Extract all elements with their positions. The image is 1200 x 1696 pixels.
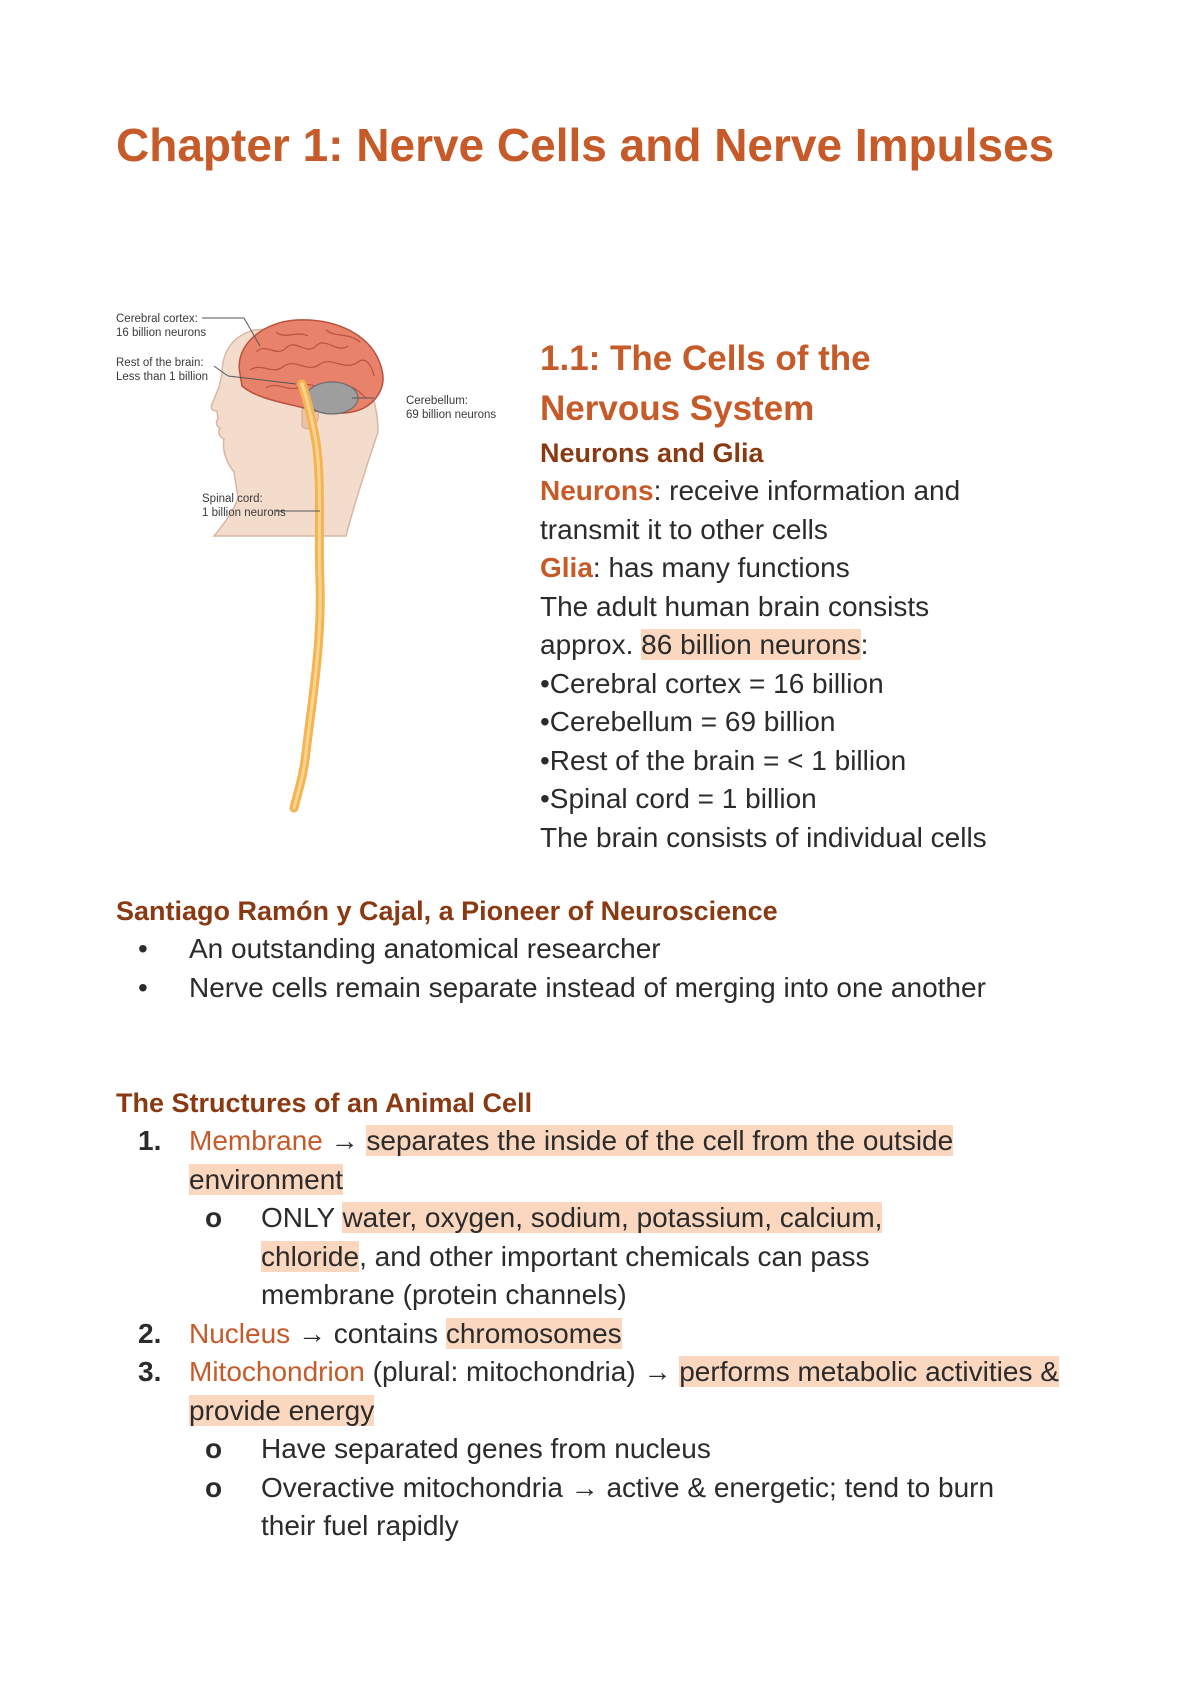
highlight-86-billion: 86 billion neurons	[641, 629, 861, 660]
membrane-sublist	[188, 1199, 1096, 1315]
adult-brain-pre: approx.	[540, 629, 642, 660]
term-mitochondrion: Mitochondrion	[189, 1356, 365, 1387]
term-neurons: Neurons	[540, 475, 654, 506]
cell-structure-list	[116, 1122, 1116, 1546]
highlight-chloride: chloride	[261, 1240, 360, 1272]
circle-marker: o	[205, 1202, 223, 1233]
glia-definition	[540, 549, 1100, 588]
count-rest: •Rest of the brain = < 1 billion	[540, 744, 907, 776]
bullet-marker: •	[138, 933, 148, 964]
sub-post: , and other important chemicals can pass membrane (protein channels)	[261, 1240, 870, 1310]
cajal-heading: Santiago Ramón y Cajal, a Pioneer of Neuroscience	[116, 896, 778, 926]
count-spinal: •Spinal cord = 1 billion	[540, 783, 817, 814]
glia-def: : has many functions	[592, 552, 850, 583]
section-cell-structures	[116, 1084, 1116, 1546]
count-cerebellum: •Cerebellum = 69 billion	[540, 706, 836, 737]
list-item	[188, 1199, 1096, 1315]
nucleus-text: contains	[333, 1317, 439, 1349]
arrow: →	[643, 1356, 672, 1387]
adult-brain-line-2	[540, 626, 1100, 665]
list-item	[188, 1430, 1076, 1469]
highlight-metabolic: performs metabolic activities & provide energy	[189, 1356, 1059, 1426]
bullet-marker: •	[138, 971, 148, 1003]
list-item	[188, 1469, 1076, 1546]
page-title: Chapter 1: Nerve Cells and Nerve Impulses	[116, 119, 1055, 171]
subheading-neurons-glia: Neurons and Glia	[540, 438, 764, 468]
cajal-bullets	[116, 930, 1116, 1007]
label-cerebellum-1: Cerebellum:	[406, 395, 468, 407]
label-rest-1: Rest of the brain:	[116, 357, 204, 369]
list-item-nucleus	[116, 1315, 1116, 1354]
count-cortex: •Cerebral cortex = 16 billion	[540, 667, 884, 699]
bullet-text: An outstanding anatomical researcher	[189, 933, 661, 964]
sub-pre: ONLY	[261, 1202, 343, 1233]
bullet-text: Nerve cells remain separate instead of merging into one another	[189, 971, 986, 1003]
neurons-def-1: : receive information and	[653, 475, 961, 506]
section-1-1	[540, 334, 1100, 857]
label-spinal-1: Spinal cord:	[202, 493, 263, 505]
list-item-mitochondrion	[116, 1353, 1116, 1546]
item-number: 3.	[138, 1356, 162, 1387]
adult-brain-post: :	[860, 629, 869, 660]
arrow: →	[330, 1125, 359, 1156]
list-item	[116, 930, 1116, 969]
highlight-chromosomes: chromosomes	[445, 1317, 622, 1349]
brain-figure	[116, 312, 526, 822]
arrow: →	[297, 1317, 326, 1349]
highlight-membrane: separates the inside of the cell from the outside environment	[189, 1125, 954, 1195]
item-number: 1.	[138, 1125, 162, 1156]
term-glia: Glia	[540, 552, 593, 583]
brain-illustration	[116, 312, 526, 822]
label-cortex-1: Cerebral cortex:	[116, 313, 198, 325]
circle-marker: o	[205, 1471, 223, 1503]
label-rest-2: Less than 1 billion	[116, 371, 209, 383]
section-heading-line-2: Nervous System	[540, 389, 815, 428]
neurons-def-2: transmit it to other cells	[540, 513, 828, 545]
cell-heading: The Structures of an Animal Cell	[116, 1088, 533, 1118]
sub-text: Have separated genes from nucleus	[261, 1433, 711, 1464]
list-item-membrane	[116, 1122, 1116, 1315]
closing-line: The brain consists of individual cells	[540, 821, 987, 853]
section-heading-line-1: 1.1: The Cells of the	[540, 339, 871, 378]
highlight-chemicals: water, oxygen, sodium, potassium, calcium,	[342, 1202, 883, 1233]
item-number: 2.	[138, 1317, 162, 1349]
circle-marker: o	[205, 1433, 223, 1464]
adult-brain-line-1: The adult human brain consists	[540, 590, 930, 622]
term-membrane: Membrane	[189, 1125, 323, 1156]
section-cajal	[116, 892, 1116, 1007]
sub-text: Overactive mitochondria → active & energetic; tend to burn their fuel rapidly	[261, 1471, 995, 1541]
mito-text: (plural: mitochondria)	[372, 1356, 636, 1387]
label-spinal-2: 1 billion neurons	[202, 507, 286, 519]
label-cerebellum-2: 69 billion neurons	[406, 409, 497, 421]
term-nucleus: Nucleus	[189, 1317, 291, 1349]
mito-sublist	[188, 1430, 1076, 1546]
label-cortex-2: 16 billion neurons	[116, 327, 207, 339]
list-item	[116, 969, 1116, 1008]
neurons-definition	[540, 472, 1100, 511]
cerebellum	[306, 382, 358, 414]
